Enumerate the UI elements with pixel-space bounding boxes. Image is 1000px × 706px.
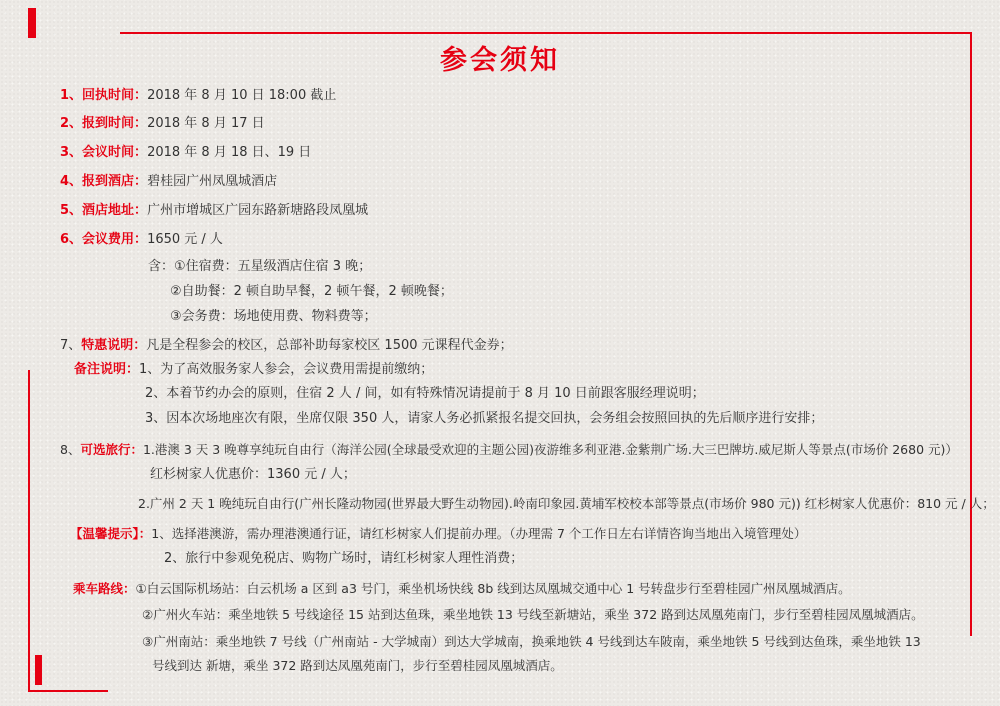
corner-mark-bottom-left [35,655,42,685]
item-label: 报到时间： [82,116,148,131]
routes-label: 乘车路线： [73,581,136,596]
item-label: 会议费用： [82,232,148,247]
tips-line: 1、选择港澳游，需办理港澳通行证，请红杉树家人们提前办理。（办理需 7 个工作日左右详情咨询当地出入境管理处） [151,526,807,541]
item-number: 3、 [60,145,83,160]
item-label: 报到酒店： [82,174,148,189]
item-special-offer [60,337,513,355]
tips-block [70,525,806,543]
item-value: 2018 年 8 月 18 日、19 日 [147,145,312,160]
tour-hk-macau: 1.港澳 3 天 3 晚尊享纯玩自由行（海洋公园(全球最受欢迎的主题公园)夜游维多利亚港.金紫荆广场.大三巴牌坊.威尼斯人等景点(市场价 2680 元)） [142,442,958,457]
remarks-block [74,361,433,379]
route-airport: ①白云国际机场站：白云机场 a 区到 a3 号门，乘坐机场快线 8b 线到达凤凰城交通中心 1 号转盘步行至碧桂园广州凤凰城酒店。 [135,581,851,596]
remarks-label: 备注说明： [74,362,140,377]
item-registration-time [60,115,265,133]
item-optional-tours [60,441,958,459]
frame-top-border [120,32,972,34]
tour-guangzhou: 2.广州 2 天 1 晚纯玩自由行(广州长隆动物园(世界最大野生动物园).岭南印象园.黄埔军校校本部等景点(市场价 980 元)) 红杉树家人优惠价：810 元 / 人； [138,496,995,511]
routes-block [73,580,851,598]
item-value: 1650 元 / 人 [147,232,223,247]
remarks-line: 2、本着节约办会的原则，住宿 2 人 / 间，如有特殊情况请提前于 8 月 10 日前跟客服经理说明； [145,386,705,401]
item-value: 2018 年 8 月 17 日 [147,116,265,131]
fee-detail-lodging: 含：①住宿费：五星级酒店住宿 3 晚； [148,259,372,274]
route-south-station: ③广州南站：乘坐地铁 7 号线（广州南站 - 大学城南）到达大学城南，换乘地铁 4 号线到达车陂南，乘坐地铁 5 号线到达鱼珠，乘坐地铁 13 [142,634,921,649]
tips-line: 2、旅行中参观免税店、购物广场时，请红杉树家人理性消费； [164,551,524,566]
item-meeting-fee [60,231,223,249]
fee-detail-meals: ②自助餐：2 顿自助早餐，2 顿午餐，2 顿晚餐； [170,284,453,299]
item-value: 2018 年 8 月 10 日 18:00 截止 [147,88,337,103]
item-value: 碧桂园广州凤凰城酒店 [147,174,278,189]
item-label: 会议时间： [82,145,148,160]
item-value: 凡是全程参会的校区，总部补助每家校区 1500 元课程代金券； [146,338,513,353]
item-hotel [60,173,277,191]
item-number: 4、 [60,174,83,189]
item-number: 7、 [60,338,82,353]
item-number: 1、 [60,88,83,103]
remarks-line: 3、因本次场地座次有限，坐席仅限 350 人，请家人务必抓紧报名提交回执，会务组会按照回执的先后顺序进行安排； [145,411,824,426]
item-label: 可选旅行： [80,442,143,457]
item-meeting-time [60,144,311,162]
fee-detail-service: ③会务费：场地使用费、物料费等； [170,309,377,324]
page-title: 参会须知 [440,45,560,76]
item-label: 回执时间： [82,88,148,103]
frame-right-border [970,32,972,636]
frame-bottom-border [28,690,108,692]
item-label: 酒店地址： [82,203,148,218]
frame-left-border [28,370,30,692]
item-checkin-deadline [60,87,336,105]
item-number: 2、 [60,116,83,131]
route-south-station-cont: 号线到达 新塘，乘坐 372 路到达凤凰苑南门，步行至碧桂园凤凰城酒店。 [152,658,563,673]
tour-hk-macau-price: 红杉树家人优惠价：1360 元 / 人； [150,467,356,482]
item-number: 6、 [60,232,83,247]
corner-mark-top-left [28,8,36,38]
item-number: 8、 [60,442,81,457]
remarks-line: 1、为了高效服务家人参会，会议费用需提前缴纳； [139,362,434,377]
tips-label: 【温馨提示】： [70,526,152,541]
item-hotel-address [60,202,368,220]
item-value: 广州市增城区广园东路新塘路段凤凰城 [147,203,369,218]
route-train-station: ②广州火车站：乘坐地铁 5 号线途径 15 站到达鱼珠，乘坐地铁 13 号线至新塘站，乘坐 372 路到达凤凰苑南门，步行至碧桂园凤凰城酒店。 [142,607,924,622]
item-label: 特惠说明： [81,338,147,353]
item-number: 5、 [60,203,83,218]
